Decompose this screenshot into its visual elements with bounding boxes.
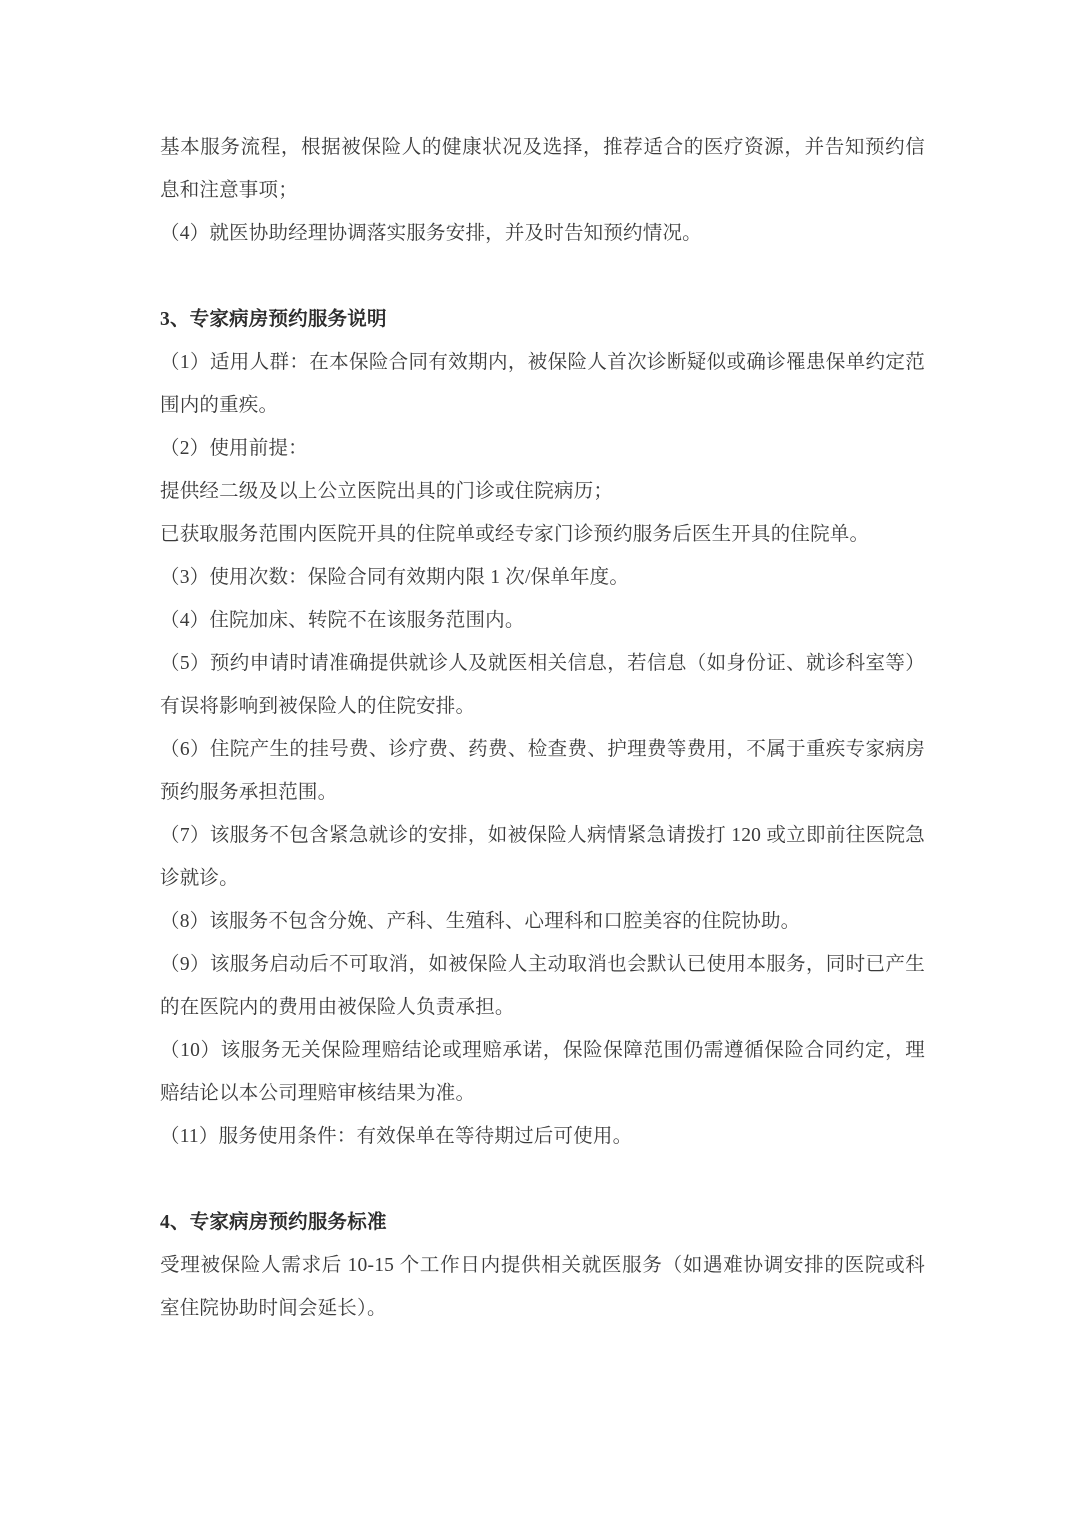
document-body xyxy=(160,126,925,1330)
paragraph-item-10: （10）该服务无关保险理赔结论或理赔承诺，保险保障范围仍需遵循保险合同约定，理赔结论以本公司理赔审核结果为准。 xyxy=(160,1040,925,1104)
paragraph-item-11: （11）服务使用条件：有效保单在等待期过后可使用。 xyxy=(160,1126,633,1147)
paragraph-item-2: （2）使用前提： xyxy=(160,438,308,459)
paragraph-item-2-detail-b: 已获取服务范围内医院开具的住院单或经专家门诊预约服务后医生开具的住院单。 xyxy=(160,524,870,545)
section-heading-3: 3、专家病房预约服务说明 xyxy=(160,309,387,330)
paragraph-item-6: （6）住院产生的挂号费、诊疗费、药费、检查费、护理费等费用，不属于重疾专家病房预约服务承担范围。 xyxy=(160,739,925,803)
section-heading-4: 4、专家病房预约服务标准 xyxy=(160,1212,387,1233)
paragraph-item-9: （9）该服务启动后不可取消，如被保险人主动取消也会默认已使用本服务，同时已产生的在医院内的费用由被保险人负责承担。 xyxy=(160,954,925,1018)
paragraph-item-2-detail-a: 提供经二级及以上公立医院出具的门诊或住院病历； xyxy=(160,481,614,502)
paragraph-service-standard: 受理被保险人需求后 10-15 个工作日内提供相关就医服务（如遇难协调安排的医院或科室住院协助时间会延长）。 xyxy=(160,1255,925,1319)
paragraph-item-1: （1）适用人群：在本保险合同有效期内，被保险人首次诊断疑似或确诊罹患保单约定范围内的重疾。 xyxy=(160,352,925,416)
paragraph-continuation: 基本服务流程，根据被保险人的健康状况及选择，推荐适合的医疗资源，并告知预约信息和注意事项； xyxy=(160,137,925,201)
paragraph-item-7: （7）该服务不包含紧急就诊的安排，如被保险人病情紧急请拨打 120 或立即前往医院急诊就诊。 xyxy=(160,825,925,889)
paragraph-item-4-prev-section: （4）就医协助经理协调落实服务安排，并及时告知预约情况。 xyxy=(160,223,702,244)
paragraph-item-5: （5）预约申请时请准确提供就诊人及就医相关信息，若信息（如身份证、就诊科室等）有误将影响到被保险人的住院安排。 xyxy=(160,653,925,717)
paragraph-item-4: （4）住院加床、转院不在该服务范围内。 xyxy=(160,610,525,631)
paragraph-item-3: （3）使用次数：保险合同有效期内限 1 次/保单年度。 xyxy=(160,567,630,588)
paragraph-item-8: （8）该服务不包含分娩、产科、生殖科、心理科和口腔美容的住院协助。 xyxy=(160,911,801,932)
